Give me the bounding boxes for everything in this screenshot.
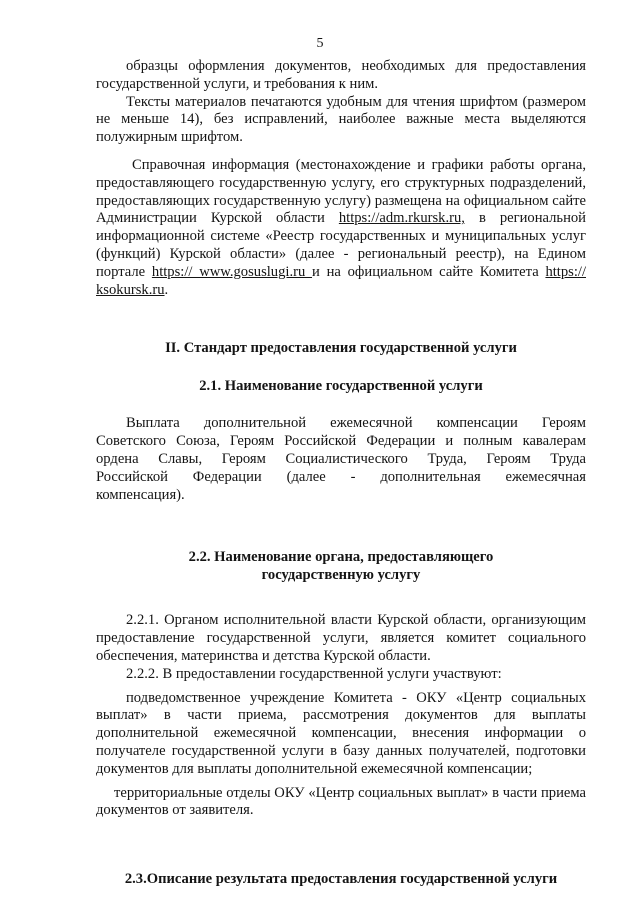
subsection-2-2-title: 2.2. Наименование органа, предоставляющего государственную услугу — [188, 549, 494, 584]
subsection-2-1-text: Выплата дополнительной ежемесячной компенсации Героям Советского Союза, Героям Российской Федерации и полным кавалерам ордена Славы, Героям Социалистического Труда, Героям Труда Российской Федерации (далее - дополнительная ежемесячная компенсация). — [96, 415, 586, 503]
ksokursk-link[interactable]: https:// ksokursk.ru — [96, 263, 586, 298]
intro-paragraph-3-part-c: и на официальном сайте Комитета — [312, 263, 546, 280]
intro-paragraph-3-part-d: . — [164, 281, 169, 298]
section-2-title: II. Стандарт предоставления государственной услуги — [165, 340, 517, 357]
intro-paragraph-3-part-b: в региональной информационной системе «Реестр государственных и муниципальных услуг (функций) Курской области» (далее - региональный реестр), на Едином портале — [96, 210, 586, 280]
intro-paragraph-2: Тексты материалов печатаются удобным для чтения шрифтом (размером не меньше 14), без исправлений, наиболее важные места выделяются полужирным шрифтом. — [96, 93, 586, 146]
subsection-2-3-title: 2.3.Описание результата предоставления государственной услуги — [124, 871, 558, 888]
subsection-2-2-paragraph-3: подведомственное учреждение Комитета - ОКУ «Центр социальных выплат» в части приема, рассмотрения документов для выплаты дополнительной ежемесячной компенсации, внесения информации о получателе государственной услуги в базу данных получателей, подготовки документов для выплаты дополнительной ежемесячной компенсации; — [96, 689, 586, 777]
gosuslugi-link[interactable]: https:// www.gosuslugi.ru — [151, 263, 313, 280]
subsection-2-2-paragraph-4: территориальные отделы ОКУ «Центр социальных выплат» в части приема документов от заявителя. — [96, 784, 586, 819]
subsection-2-2-paragraph-2: 2.2.2. В предоставлении государственной услуги участвуют: — [126, 665, 502, 682]
subsection-2-2-paragraph-1: 2.2.1. Органом исполнительной власти Курской области, организующим предоставление государственной услуги, является комитет социального обеспечения, материнства и детства Курской области. — [96, 612, 586, 664]
document-body — [96, 58, 586, 888]
subsection-2-1-title: 2.1. Наименование государственной услуги — [199, 378, 483, 395]
intro-paragraph-3 — [96, 157, 586, 299]
intro-paragraph-3-part-a: Справочная информация (местонахождение и графики работы органа, предоставляющего государственную услугу, его структурных подразделений, предоставляющих государственную услугу) размещена на официальном сайте Администрации Курской области — [96, 156, 586, 227]
adm-rkursk-link[interactable]: https://adm.rkursk.ru, — [338, 210, 465, 227]
intro-paragraph-1: образцы оформления документов, необходимых для предоставления государственной услуги, и требования к ним. — [96, 58, 586, 92]
page-number: 5 — [316, 36, 324, 51]
